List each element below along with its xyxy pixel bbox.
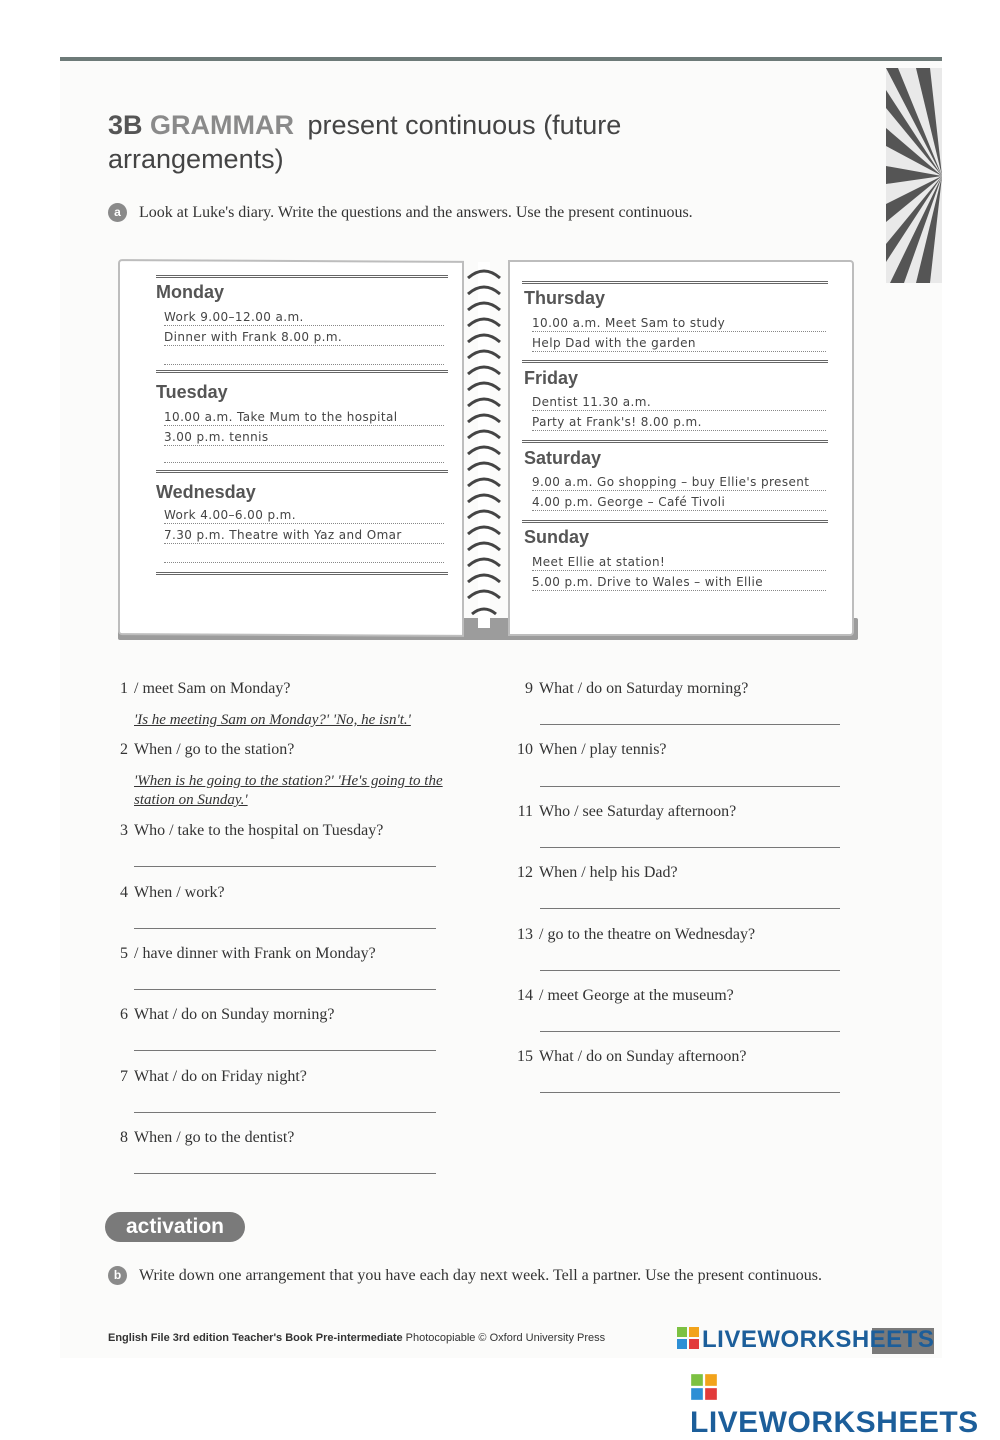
question-prompt: When / go to the station? bbox=[134, 741, 295, 758]
question-number: 14 bbox=[517, 987, 533, 1004]
watermark-inline bbox=[676, 1326, 934, 1354]
answer-blank-6[interactable] bbox=[134, 1050, 436, 1051]
question-4 bbox=[106, 884, 225, 902]
question-number: 8 bbox=[120, 1129, 128, 1146]
divider-line bbox=[522, 440, 828, 443]
question-number: 6 bbox=[120, 1006, 128, 1023]
empty-line bbox=[164, 364, 444, 365]
question-number: 5 bbox=[120, 945, 128, 962]
copyright: Photocopiable © Oxford University Press bbox=[405, 1332, 606, 1344]
diary-entry: 10.00 a.m. Meet Sam to study bbox=[532, 316, 826, 332]
question-number: 13 bbox=[517, 926, 533, 943]
empty-line bbox=[164, 562, 444, 563]
question-number: 4 bbox=[120, 884, 128, 901]
question-prompt: Who / take to the hospital on Tuesday? bbox=[134, 822, 384, 839]
question-6 bbox=[106, 1006, 334, 1024]
question-number: 12 bbox=[517, 864, 533, 881]
watermark-text: LIVEWORKSHEETS bbox=[690, 1406, 979, 1439]
question-8 bbox=[106, 1129, 294, 1147]
diary-entry: Work 4.00–6.00 p.m. bbox=[164, 508, 444, 524]
diary-entry: Dinner with Frank 8.00 p.m. bbox=[164, 330, 444, 346]
book-title: English File 3rd edition Teacher's Book Pre-intermediate bbox=[108, 1332, 403, 1344]
question-5 bbox=[106, 945, 376, 963]
question-3 bbox=[106, 822, 383, 840]
question-prompt: Who / see Saturday afternoon? bbox=[539, 803, 737, 820]
exercise-a-instruction bbox=[108, 203, 693, 222]
day-heading-saturday: Saturday bbox=[524, 448, 602, 468]
answer-blank-15[interactable] bbox=[540, 1092, 840, 1093]
question-prompt: What / do on Friday night? bbox=[134, 1068, 307, 1085]
exercise-b-text: Write down one arrangement that you have each day next week. Tell a partner. Use the present continuous. bbox=[139, 1267, 823, 1284]
diary-entry: 9.00 a.m. Go shopping – buy Ellie's present bbox=[532, 475, 826, 491]
question-1 bbox=[106, 680, 290, 698]
diary-entry: Dentist 11.30 a.m. bbox=[532, 395, 826, 411]
day-heading-thursday: Thursday bbox=[524, 288, 606, 308]
question-number: 15 bbox=[517, 1048, 533, 1065]
exercise-a-badge: a bbox=[108, 203, 127, 222]
divider-line bbox=[522, 520, 828, 523]
question-2 bbox=[106, 741, 294, 759]
answer-blank-7[interactable] bbox=[134, 1112, 436, 1113]
answer-blank-9[interactable] bbox=[540, 724, 840, 725]
answer-blank-8[interactable] bbox=[134, 1173, 436, 1174]
question-prompt: / meet George at the museum? bbox=[539, 987, 734, 1004]
diary-entry: 5.00 p.m. Drive to Wales – with Ellie bbox=[532, 575, 826, 591]
question-prompt: What / do on Sunday afternoon? bbox=[539, 1048, 747, 1065]
answer-blank-10[interactable] bbox=[540, 786, 840, 787]
question-number: 11 bbox=[517, 803, 533, 820]
question-prompt: What / do on Saturday morning? bbox=[539, 680, 749, 697]
unit-code: 3B bbox=[108, 110, 143, 140]
question-prompt: When / work? bbox=[134, 884, 225, 901]
divider-line bbox=[156, 370, 448, 373]
empty-line bbox=[164, 462, 444, 463]
answer-blank-13[interactable] bbox=[540, 970, 840, 971]
watermark-bottom bbox=[690, 1372, 1000, 1440]
diary-entry: Meet Ellie at station! bbox=[532, 555, 826, 571]
answer-blank-12[interactable] bbox=[540, 908, 840, 909]
top-rule bbox=[60, 57, 942, 61]
question-prompt: / meet Sam on Monday? bbox=[134, 680, 291, 697]
question-number: 1 bbox=[120, 680, 128, 697]
spiral-binding bbox=[458, 256, 510, 636]
question-9 bbox=[511, 680, 748, 698]
question-prompt: When / help his Dad? bbox=[539, 864, 678, 881]
question-15 bbox=[511, 1048, 747, 1066]
luke-diary bbox=[118, 248, 858, 648]
diary-entry: Work 9.00–12.00 a.m. bbox=[164, 310, 444, 326]
diary-entry: 10.00 a.m. Take Mum to the hospital bbox=[164, 410, 444, 426]
answer-blank-3[interactable] bbox=[134, 866, 436, 867]
question-number: 7 bbox=[120, 1068, 128, 1085]
liveworksheets-logo-icon bbox=[676, 1326, 700, 1350]
question-number: 3 bbox=[120, 822, 128, 839]
question-14 bbox=[511, 987, 734, 1005]
activation-label: activation bbox=[105, 1212, 245, 1242]
page-title bbox=[108, 108, 748, 176]
liveworksheets-logo-icon bbox=[690, 1373, 718, 1401]
answer-blank-4[interactable] bbox=[134, 928, 436, 929]
divider-line bbox=[156, 470, 448, 473]
question-prompt: When / play tennis? bbox=[539, 741, 667, 758]
question-number: 10 bbox=[517, 741, 533, 758]
diary-entry: Party at Frank's! 8.00 p.m. bbox=[532, 415, 826, 431]
divider-line bbox=[156, 275, 448, 278]
exercise-b-badge: b bbox=[108, 1266, 127, 1285]
day-heading-monday: Monday bbox=[156, 282, 225, 302]
exercise-b-instruction bbox=[108, 1265, 868, 1286]
day-heading-tuesday: Tuesday bbox=[156, 382, 228, 402]
watermark-text: LIVEWORKSHEETS bbox=[702, 1326, 935, 1353]
grammar-topic: present continuous (future arrangements) bbox=[108, 110, 622, 174]
answer-blank-11[interactable] bbox=[540, 847, 840, 848]
divider-line bbox=[156, 572, 448, 575]
answer-blank-14[interactable] bbox=[540, 1031, 840, 1032]
question-7 bbox=[106, 1068, 307, 1086]
question-prompt: When / go to the dentist? bbox=[134, 1129, 295, 1146]
question-13 bbox=[511, 926, 755, 944]
diary-entry: 4.00 p.m. George – Café Tivoli bbox=[532, 495, 826, 511]
question-prompt: / go to the theatre on Wednesday? bbox=[539, 926, 756, 943]
question-number: 2 bbox=[120, 741, 128, 758]
question-prompt: / have dinner with Frank on Monday? bbox=[134, 945, 376, 962]
day-heading-sunday: Sunday bbox=[524, 527, 590, 547]
question-11 bbox=[511, 803, 736, 821]
day-heading-friday: Friday bbox=[524, 368, 579, 388]
question-10 bbox=[511, 741, 667, 759]
exercise-a-text: Look at Luke's diary. Write the questions and the answers. Use the present continuous. bbox=[139, 204, 693, 221]
diary-entry: 7.30 p.m. Theatre with Yaz and Omar bbox=[164, 528, 444, 544]
example-answer-1: 'Is he meeting Sam on Monday?' 'No, he isn't.' bbox=[134, 712, 411, 728]
question-number: 9 bbox=[525, 680, 533, 697]
divider-line bbox=[522, 281, 828, 284]
section-label: GRAMMAR bbox=[150, 110, 295, 140]
question-12 bbox=[511, 864, 678, 882]
footer-credits bbox=[108, 1332, 605, 1344]
diary-entry: Help Dad with the garden bbox=[532, 336, 826, 352]
divider-line bbox=[522, 360, 828, 363]
example-answer-2: 'When is he going to the station?' 'He's going to the station on Sunday.' bbox=[134, 773, 443, 808]
question-prompt: What / do on Sunday morning? bbox=[134, 1006, 335, 1023]
diary-entry: 3.00 p.m. tennis bbox=[164, 430, 444, 446]
sunburst-decoration bbox=[886, 68, 942, 283]
day-heading-wednesday: Wednesday bbox=[156, 482, 256, 502]
answer-blank-5[interactable] bbox=[134, 989, 436, 990]
